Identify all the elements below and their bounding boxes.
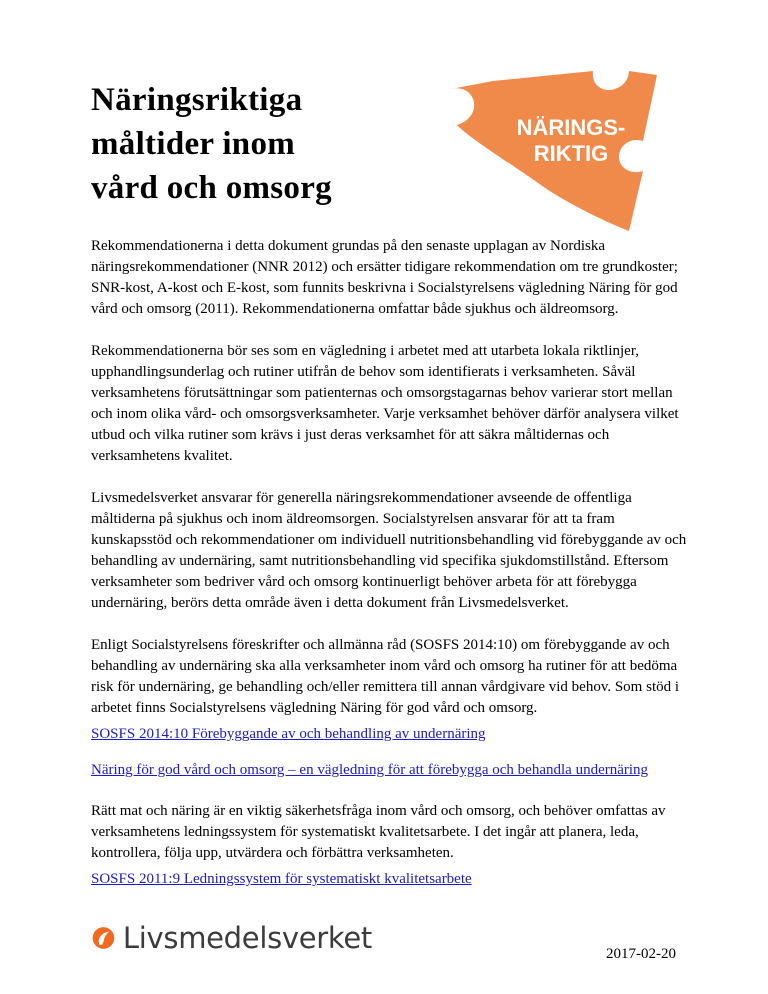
paragraph-intro: Rekommendationerna i detta dokument grundas på den senaste upplagan av Nordiska näringsrekommendationer (NNR 2012) och ersätter tidigare rekommendation om tre grundkoster; SNR-kost, A-kost och E-kost, som funnits beskrivna i Socialstyrelsens vägledning Näring för god vård och omsorg (2011). Rekommendationerna omfattar både sjukhus och äldreomsorg.: [91, 238, 678, 317]
livsmedelsverket-logo: [92, 918, 372, 958]
page-title: [91, 78, 431, 210]
link-sosfs-2011-9[interactable]: SOSFS 2011:9 Ledningssystem för systematiskt kvalitetsarbete: [91, 871, 472, 887]
badge-text-line-1: NÄRINGS-: [516, 115, 626, 140]
title-line-1: Näringsriktiga: [91, 82, 303, 118]
document-body: [91, 236, 691, 905]
paragraph-quality: Rätt mat och näring är en viktig säkerhetsfråga inom vård och omsorg, och behöver omfattas av verksamhetens ledningssystem för systematiskt kvalitetsarbete. I det ingår att planera, leda, kontrollera, följa upp, utvärdera och förbättra verksamheten.: [91, 803, 666, 861]
paragraph-regulations: Enligt Socialstyrelsens föreskrifter och allmänna råd (SOSFS 2014:10) om förebyggande av och behandling av undernäring ska alla verksamheter inom vård och omsorg ha rutiner för att bedöma risk för undernäring, ge behandling och/eller remittera till annan vårdgivare vid behov. Som stöd i arbetet finns Socialstyrelsens vägledning Näring för god vård och omsorg.: [91, 637, 680, 716]
link-sosfs-2014-10[interactable]: SOSFS 2014:10 Förebyggande av och behandling av undernäring: [91, 726, 486, 742]
paragraph-guidance: Rekommendationerna bör ses som en vägledning i arbetet med att utarbeta lokala riktlinjer, upphandlingsunderlag och rutiner utifrån de behov som identifierats i verksamheten. Såväl verksamhetens förutsättningar som patienternas och omsorgstagarnas behov varierar stort mellan och inom olika vård- och omsorgsverksamheter. Varje verksamhet behöver därför analysera vilket utbud och vilka rutiner som krävs i just deras verksamhet för att säkra måltidernas och verksamhetens kvalitet.: [91, 343, 679, 464]
link-naring-vagledning[interactable]: Näring för god vård och omsorg – en vägledning för att förebygga och behandla undernäring: [91, 762, 649, 778]
document-date: 2017-02-20: [606, 946, 676, 962]
badge-text-line-2: RIKTIG: [533, 141, 609, 166]
title-line-3: vård och omsorg: [91, 170, 332, 206]
title-line-2: måltider inom: [91, 126, 296, 162]
logo-wordmark: Livsmedelsverket: [122, 921, 372, 955]
livsmedelsverket-logo-icon: [92, 920, 115, 956]
naringsriktig-badge-icon: [443, 71, 659, 233]
paragraph-responsibility: Livsmedelsverket ansvarar för generella näringsrekommendationer avseende de offentliga måltiderna på sjukhus och inom äldreomsorgen. Socialstyrelsen ansvarar för att ta fram kunskapsstöd och rekommendationer om individuell nutritionsbehandling vid förebyggande av och behandling av undernäring, samt nutritionsbehandling vid specifika sjukdomstillstånd. Eftersom verksamheter som bedriver vård och omsorg kontinuerligt behöver arbeta för att förebygga undernäring, berörs detta område även i detta dokument från Livsmedelsverket.: [91, 490, 687, 611]
